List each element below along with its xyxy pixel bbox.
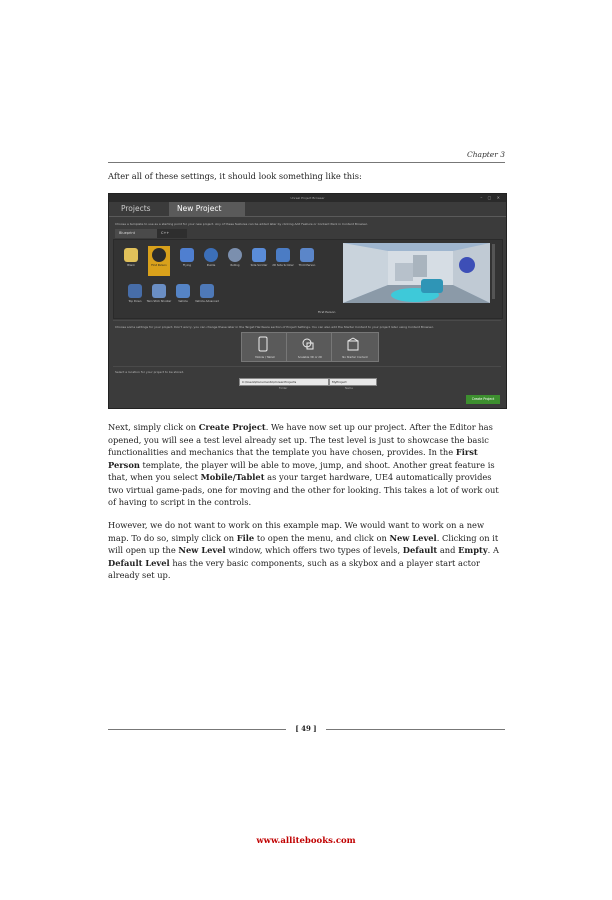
footer-url: www.allitebooks.com [256,836,356,846]
folder-instructions: Select a location for your project to be stored. [115,370,185,374]
intro-paragraph: After all of these settings, it should look something like this: [108,171,362,181]
flying-template-icon [180,248,194,262]
footer-rule-right [326,729,505,730]
third-person-template-icon [300,248,314,262]
blank-template-icon [124,248,138,262]
folder-path-field[interactable]: C:\Users\Documents\Unreal Projects [239,378,329,386]
tab-projects[interactable]: Projects [113,202,177,216]
template-third-person[interactable]: Third Person [296,246,318,276]
chapter-label: Chapter 3 [466,150,505,159]
rolling-template-icon [228,248,242,262]
window-title: Unreal Project Browser [290,196,325,200]
body-paragraph-1: Next, simply click on Create Project. We have now set up our project. After the Editor has opened, you will see a test level already set up. The test level is just to showcase the basic functionalities and mechanics that the template you have chosen, provides. In the First Person template, the player will be able to move, jump, and shoot. Another great feature is that, when you select Mobile/Tablet as your target hardware, UE4 automatically provides two virtual game-pads, one for moving and the other for looking. This takes a lot of work out of having to script in the controls. [108,422,499,507]
template-scrollbar[interactable] [492,244,495,299]
scalable-icon [301,336,315,352]
tab-cpp[interactable]: C++ [157,229,187,238]
window-titlebar [109,194,506,202]
window-controls: – ▢ ✕ [480,195,502,200]
template-rolling[interactable]: Rolling [224,246,246,276]
setting-mobile-tablet[interactable]: Mobile / Tablet [241,332,289,362]
section-divider [113,320,501,321]
mobile-tablet-icon [256,336,270,352]
template-twin-stick-shooter[interactable]: Twin Stick Shooter [148,282,170,312]
tab-blueprint[interactable]: Blueprint [115,229,163,238]
template-first-person[interactable]: First Person [148,246,170,276]
template-vehicle-advanced[interactable]: Vehicle Advanced [196,282,218,312]
tab-divider [109,216,506,217]
project-browser-screenshot [108,193,507,409]
puzzle-template-icon [204,248,218,262]
template-side-scroller[interactable]: Side Scroller [248,246,270,276]
template-preview-image [343,243,490,303]
template-puzzle[interactable]: Puzzle [200,246,222,276]
vehicle-advanced-template-icon [200,284,214,298]
setting-scalable[interactable]: Scalable 3D or 2D [286,332,334,362]
2d-side-scroller-template-icon [276,248,290,262]
template-vehicle[interactable]: Vehicle [172,282,194,312]
body-paragraph-2: However, we do not want to work on this example map. We would want to work on a new map. To do so, simply click on File to open the menu, and click on New Level. Clicking on it will open up the New Level window, which offers two types of levels, Default and Empty. A Default Level has the very basic components, such as a skybox and a player start actor already set up. [108,520,499,580]
preview-title: First Person [318,310,336,314]
template-blank[interactable]: Blank [120,246,142,276]
page-number: [ 49 ] [295,724,317,733]
name-label: Name [345,386,353,390]
create-project-button[interactable]: Create Project [466,395,500,404]
template-instructions: Choose a template to use as a starting point for your new project. Any of these features can be added later by clicking Add Feature or Content Pack in Content Browser. [115,222,368,226]
tab-new-project[interactable]: New Project [169,202,245,216]
template-flying[interactable]: Flying [176,246,198,276]
running-header [108,152,505,163]
folder-label: Folder [279,386,288,390]
template-top-down[interactable]: Top Down [124,282,146,312]
side-scroller-template-icon [252,248,266,262]
section-divider-2 [113,366,501,367]
twin-stick-template-icon [152,284,166,298]
settings-instructions: Choose some settings for your project. Don't worry, you can change these later in the Target Hardware section of Project Settings. You can also add the Starter Content to your project later using Content Browser. [115,325,434,329]
template-2d-side-scroller[interactable]: 2D Side Scroller [272,246,294,276]
first-person-template-icon [152,248,166,262]
box-icon [346,336,360,352]
footer-rule-left [108,729,286,730]
project-name-field[interactable]: MyProject [329,378,377,386]
setting-starter-content[interactable]: No Starter Content [331,332,379,362]
top-down-template-icon [128,284,142,298]
vehicle-template-icon [176,284,190,298]
